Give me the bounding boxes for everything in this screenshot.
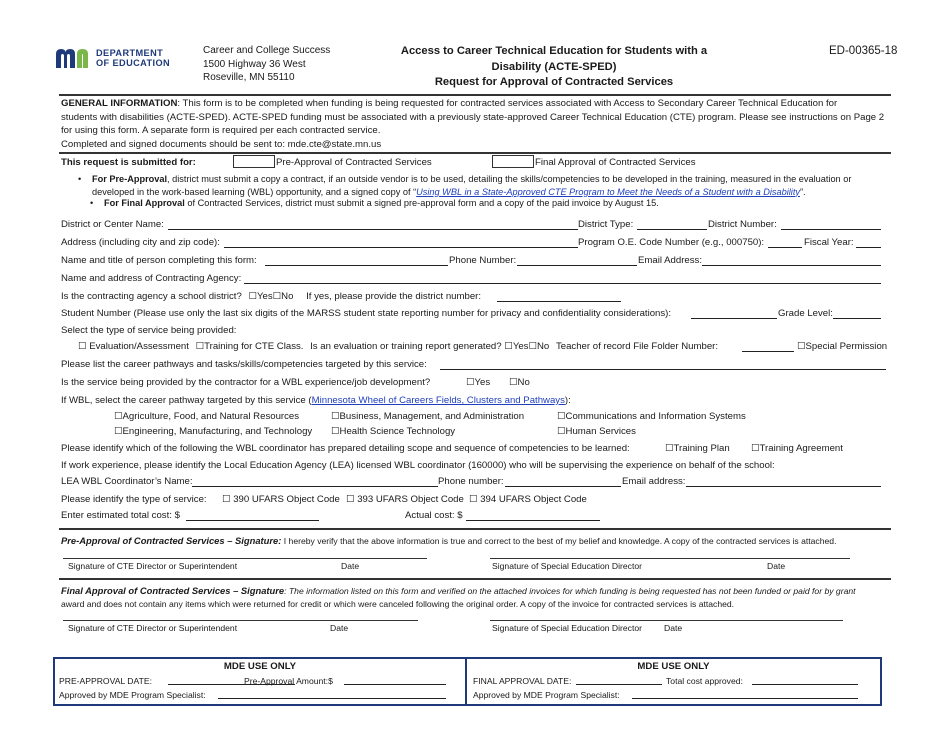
final-approval-checkbox[interactable] [492,155,534,168]
pathway-option-communications [557,411,746,423]
phone-field[interactable] [517,256,637,266]
pre-approval-signature-text: I hereby verify that the above information is true and correct to the best of my belief and knowledge. A copy of the contracted services is attached. [281,536,837,546]
mde-pre-amount-label: Pre-Approval Amount:$ [244,676,333,686]
mde-pre-amount-field[interactable] [344,676,446,685]
mde-pre-approved-by-field[interactable] [218,690,446,699]
ufars393-checkbox[interactable]: ☐ [346,494,355,505]
grade-level-field[interactable] [833,309,881,319]
address-line2: 1500 Highway 36 West [203,58,306,70]
school-district-no-label: No [281,291,294,302]
program-code-field[interactable] [768,238,802,248]
pre-approval-bullet-text1: , district must submit a copy a contract, if an outside vendor is to be used, detailing the skills/competencies to be developed in the training, measured in the evaluation or [167,174,852,184]
address-field[interactable] [224,238,578,248]
logo-text-line2: OF EDUCATION [96,58,171,68]
agriculture-label: Agriculture, Food, and Natural Resources [122,411,300,422]
pre-sped-signature-label: Signature of Special Education Director [492,561,642,571]
estimated-cost-label: Enter estimated total cost: $ [61,510,180,521]
general-info-line2: students with disabilities (ACTE-SPED). ACTE-SPED funding must be associated with a previously state-approved Career Technical Education (CTE) program. Please see instructions on Page 2 [61,111,885,123]
lea-name-label: LEA WBL Coordinator’s Name: [61,476,193,487]
pathway-option-human-services [557,426,636,438]
special-permission-option [797,341,887,353]
lea-name-field[interactable] [192,477,438,487]
estimated-cost-field[interactable] [186,511,319,521]
fiscal-year-field[interactable] [856,238,881,248]
report-yes-label: Yes [512,341,529,352]
special-permission-checkbox[interactable]: ☐ [797,341,806,352]
pre-approval-option-label: Pre-Approval of Contracted Services [276,157,432,168]
report-yes-checkbox[interactable]: ☐ [504,341,513,352]
training-agreement-option [751,443,843,455]
teacher-file-label: Teacher of record File Folder Number: [555,341,719,352]
ufars390-option [222,494,340,506]
human-services-label: Human Services [565,426,636,437]
wbl-pathway-prompt-end: ): [564,395,571,406]
training-label: Training for CTE Class. [204,341,304,352]
engineering-checkbox[interactable]: ☐ [114,426,123,437]
business-checkbox[interactable]: ☐ [331,411,340,422]
general-info-label: GENERAL INFORMATION [61,98,178,109]
evaluation-label: Evaluation/Assessment [89,341,189,352]
address-block [203,44,330,85]
mde-use-only-final-box [465,657,882,706]
general-information [61,97,884,151]
select-service-label: Select the type of service being provided: [61,325,237,336]
coordinator-question-row [61,443,630,455]
wheel-of-careers-link[interactable]: Minnesota Wheel of Careers Fields, Clusters and Pathways [311,395,565,406]
final-approval-bullet-text: of Contracted Services, district must submit a signed pre-approval form and a copy of the paid invoice by August 15. [184,198,659,208]
final-sped-date-label: Date [664,623,683,633]
ufars394-label: 394 UFARS Object Code [480,494,587,505]
training-agreement-checkbox[interactable]: ☐ [751,443,760,454]
training-plan-option [665,443,730,455]
student-number-field[interactable] [691,309,777,319]
district-number-label: District Number: [708,219,777,230]
health-checkbox[interactable]: ☐ [331,426,340,437]
district-type-field[interactable] [637,220,707,230]
mde-final-approved-by-field[interactable] [632,690,858,699]
wbl-guide-link[interactable]: Using WBL in a State-Approved CTE Program to Meet the Needs of a Student with a Disability [416,186,800,197]
service-type-code-row [61,494,207,506]
pre-approval-bullet [78,173,852,198]
agency-label: Name and address of Contracting Agency: [61,273,242,284]
final-approval-bullet [90,198,659,210]
wbl-yes-label: Yes [474,377,491,388]
header-divider [59,94,891,96]
wbl-pathway-prompt [61,395,571,407]
final-cte-signature-label: Signature of CTE Director or Superintendent [68,623,238,633]
final-sped-signature-label: Signature of Special Education Director [492,623,642,633]
fields-divider [59,528,891,530]
general-info-line4: Completed and signed documents should be sent to: mde.cte@state.mn.us [61,138,382,150]
work-experience-label: If work experience, please identify the Local Education Agency (LEA) licensed WBL coordinator (160000) who will be supervising the experience on behalf of the school: [61,460,775,471]
actual-cost-field[interactable] [466,511,600,521]
school-district-no-checkbox[interactable]: ☐ [272,291,282,302]
ufars390-checkbox[interactable]: ☐ [222,494,231,505]
human-services-checkbox[interactable]: ☐ [557,426,566,437]
wbl-yes-checkbox[interactable]: ☐ [466,377,475,388]
pre-approval-signature-title: Pre-Approval of Contracted Services – Signature: [61,535,282,546]
mde-pre-approved-by-label: Approved by MDE Program Specialist: [59,690,206,700]
wbl-question: Is the service being provided by the contractor for a WBL experience/job development? [61,377,431,388]
lea-phone-field[interactable] [505,477,621,487]
pathways-label: Please list the career pathways and tasks/skills/competencies targeted by this service: [61,359,427,370]
wbl-no-checkbox[interactable]: ☐ [509,377,518,388]
special-permission-label: Special Permission [805,341,888,352]
mde-pre-heading: MDE USE ONLY [223,661,297,672]
final-approval-signature-text2: award and does not contain any items which were returned for credit or which were canceled following the original order. A copy of the invoice for contracted services is attached. [61,599,735,609]
district-number-prompt: If yes, please provide the district number: [306,291,482,302]
mde-total-cost-label: Total cost approved: [666,676,743,686]
email-field[interactable] [702,256,881,266]
pathway-option-business [331,411,524,423]
mde-pre-date-label: PRE-APPROVAL DATE: [59,676,152,686]
school-district-question: Is the contracting agency a school district? [61,291,242,302]
mde-final-heading: MDE USE ONLY [637,661,710,672]
evaluation-checkbox[interactable]: ☐ [78,341,87,352]
final-approval-bullet-label: For Final Approval [104,198,185,208]
final-cte-signature-field[interactable] [63,620,418,621]
pathway-option-engineering [114,426,312,438]
ufars394-checkbox[interactable]: ☐ [469,494,478,505]
training-plan-checkbox[interactable]: ☐ [665,443,674,454]
lea-phone-label: Phone number: [438,476,504,487]
actual-cost-label: Actual cost: $ [405,510,463,521]
pre-cte-signature-field[interactable] [63,558,427,559]
training-agreement-label: Training Agreement [759,443,843,454]
communications-checkbox[interactable]: ☐ [557,411,566,422]
fiscal-year-label: Fiscal Year: [804,237,854,248]
business-label: Business, Management, and Administration [339,411,525,422]
ufars393-label: 393 UFARS Object Code [357,494,464,505]
wbl-no-option [509,377,530,389]
student-number-label: Student Number (Please use only the last six digits of the MARSS student state reporting number for privacy and confidentiality considerations): [61,308,672,319]
general-info-line1: : This form is to be completed when funding is being requested for contracted services associated with Access to Secondary Career Technical Education for [177,98,838,109]
person-name-label: Name and title of person completing this form: [61,255,257,266]
program-code-label: Program O.E. Code Number (e.g., 000750): [578,237,765,248]
pathway-option-health [331,426,455,438]
bullet-icon: • [78,174,82,184]
final-approval-signature-text1: : The information listed on this form and verified on the attached invoices for which funding is being requested has not been funded or paid for by grant [284,586,856,596]
wbl-pathway-prompt-text: If WBL, select the career pathway targeted by this service ( [61,395,312,406]
service-type-code-label: Please identify the type of service: [61,494,207,505]
address-line3: Roseville, MN 55110 [203,72,295,83]
form-number: ED-00365-18 [829,45,898,57]
bullet-icon: • [90,198,94,208]
mde-final-approved-by-label: Approved by MDE Program Specialist: [473,690,620,700]
pre-sped-signature-field[interactable] [490,558,850,559]
agriculture-checkbox[interactable]: ☐ [114,411,123,422]
email-label: Email Address: [638,255,702,266]
title-line1: Access to Career Technical Education for Students with a [400,45,708,57]
district-name-label: District or Center Name: [61,219,164,230]
report-question: Is an evaluation or training report generated? [310,341,502,352]
district-type-label: District Type: [578,219,634,230]
engineering-label: Engineering, Manufacturing, and Technology [122,426,313,437]
pre-approval-divider [59,578,891,580]
training-plan-label: Training Plan [673,443,730,454]
final-approval-statement [61,584,856,611]
final-cte-date-label: Date [330,623,349,633]
title-line3: Request for Approval of Contracted Services [434,76,674,88]
wbl-yes-option [466,377,490,389]
service-type-row [78,341,718,353]
address-line1: Career and College Success [203,45,331,56]
teacher-file-field[interactable] [742,342,794,352]
school-district-number-field[interactable] [497,292,621,302]
mn-logo-icon [56,48,96,68]
grade-level-label: Grade Level: [778,308,833,319]
final-approval-option-label: Final Approval of Contracted Services [535,157,696,168]
wbl-no-label: No [517,377,530,388]
district-number-field[interactable] [781,220,881,230]
training-checkbox[interactable]: ☐ [195,341,205,352]
mde-final-date-label: FINAL APPROVAL DATE: [473,676,572,686]
general-divider [59,152,891,154]
pre-sped-date-label: Date [767,561,786,571]
mde-final-date-field[interactable] [576,676,662,685]
phone-label: Phone Number: [449,255,517,266]
mde-use-only-preapproval-box [53,657,467,706]
school-district-yes-label: Yes [256,291,273,302]
pre-cte-signature-label: Signature of CTE Director or Superintendent [68,561,238,571]
pathway-option-agriculture [114,411,299,423]
pre-approval-bullet-end: ”. [800,186,806,197]
mde-total-cost-field[interactable] [752,676,858,685]
logo [56,47,184,69]
pre-approval-bullet-text2: developed in the work-based learning (WBL) opportunity, and a signed copy of “ [92,186,417,197]
lea-email-field[interactable] [686,477,881,487]
address-label: Address (including city and zip code): [61,237,220,248]
lea-email-label: Email address: [622,476,686,487]
wbl-question-row [61,377,430,389]
person-name-field[interactable] [265,256,448,266]
submitted-for-label: This request is submitted for: [61,157,196,168]
report-no-label: No [537,341,550,352]
pre-approval-statement [61,535,836,547]
agency-field[interactable] [244,274,881,284]
logo-text-line1: DEPARTMENT [96,48,164,58]
pathways-field[interactable] [440,360,886,370]
communications-label: Communications and Information Systems [565,411,746,422]
ufars393-option [346,494,464,506]
pre-approval-checkbox[interactable] [233,155,275,168]
district-name-field[interactable] [168,220,578,230]
coordinator-question: Please identify which of the following the WBL coordinator has prepared detailing scope and sequence of competencies to be learned: [61,443,630,454]
health-label: Health Science Technology [339,426,456,437]
general-info-line3: for using this form. A separate form is required per each contracted service. [61,125,381,137]
school-district-yes-checkbox[interactable]: ☐ [248,291,257,302]
report-no-checkbox[interactable]: ☐ [528,341,537,352]
pre-approval-bullet-label: For Pre-Approval [92,174,168,184]
final-approval-signature-title: Final Approval of Contracted Services – Signature [61,585,285,596]
ufars390-label: 390 UFARS Object Code [233,494,340,505]
pre-cte-date-label: Date [341,561,360,571]
form-title [372,44,736,91]
ufars394-option [469,494,587,506]
title-line2: Disability (ACTE-SPED) [491,60,617,73]
final-sped-signature-field[interactable] [490,620,843,621]
school-district-row [61,291,481,303]
